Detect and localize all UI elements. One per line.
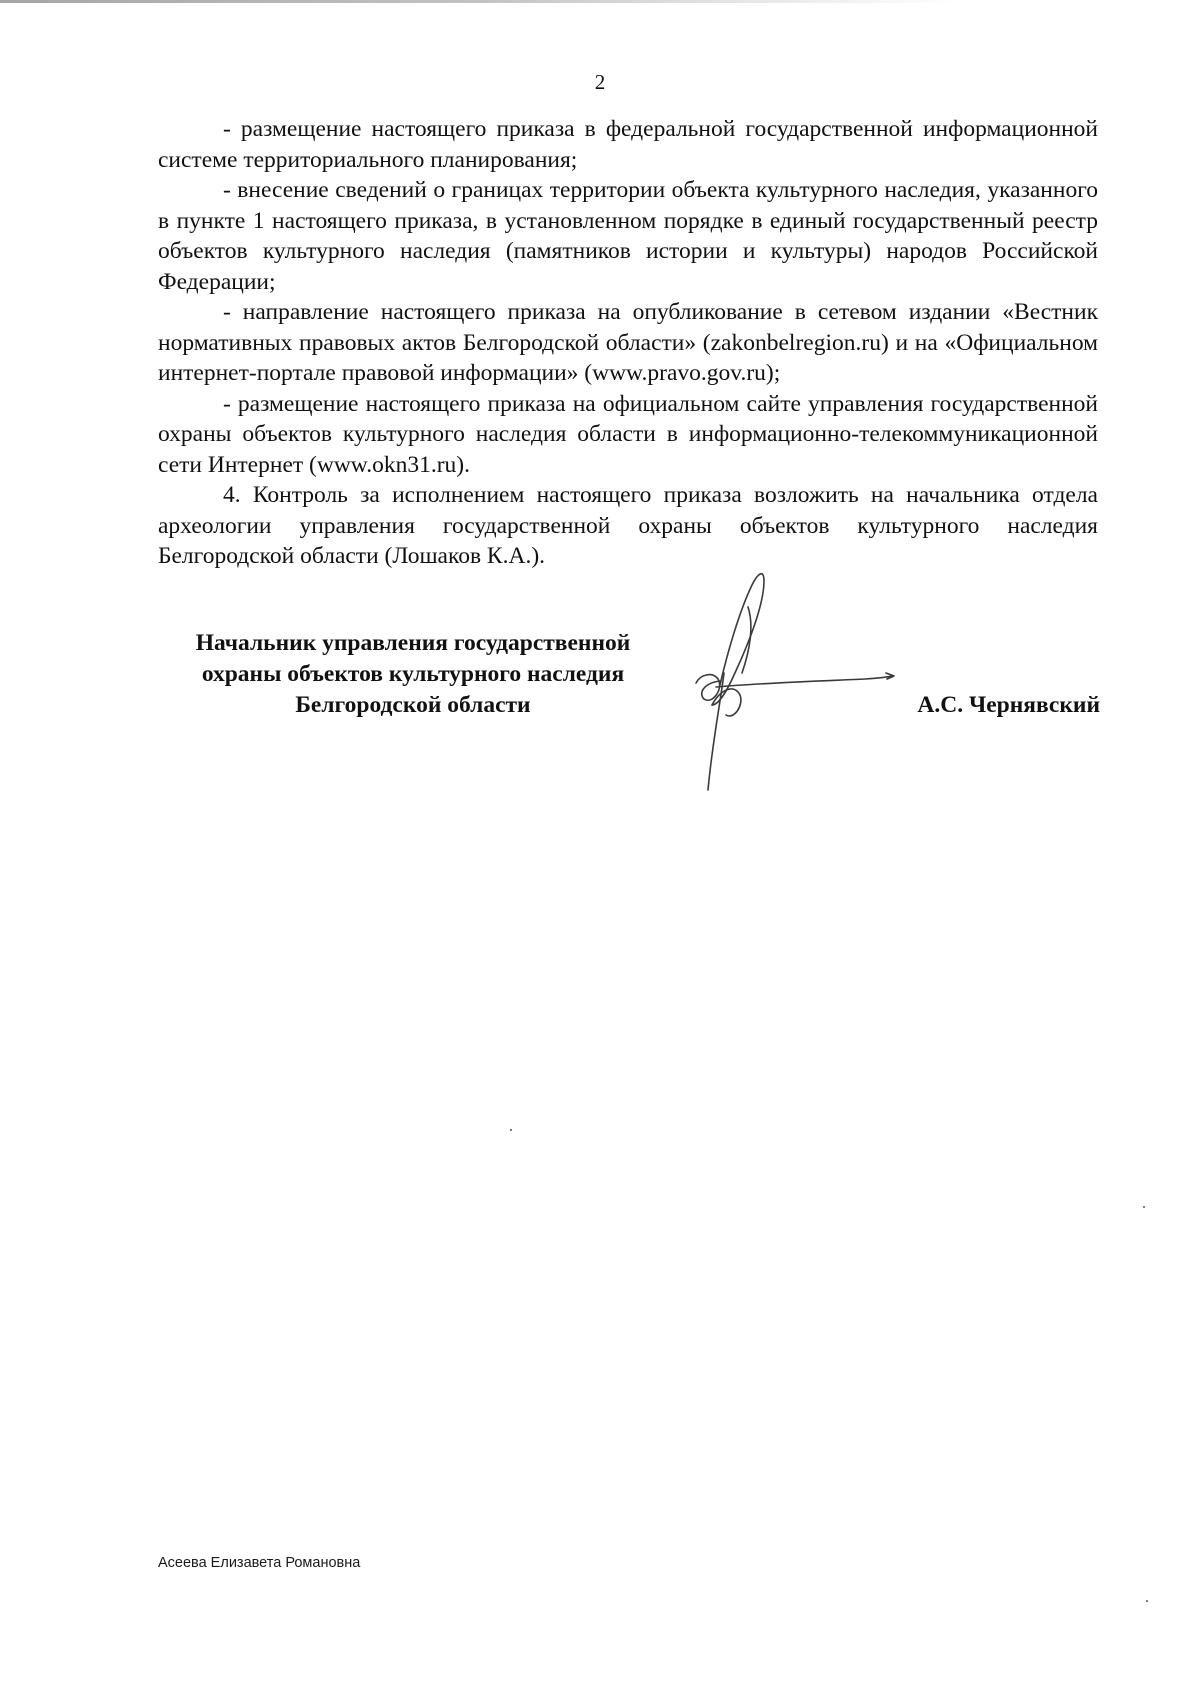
executor-name: Асеева Елизавета Романовна — [158, 1555, 361, 1571]
paragraph-publication: - направление настоящего приказа на опубликование в сетевом издании «Вестник нормативных правовых актов Белгородской области» (zakonbelregion.ru) и на «Официальном интернет-портале правовой информации» (www.pravo.gov.ru); — [158, 299, 1098, 386]
signatory-position-line: Белгородской области — [295, 692, 531, 718]
scan-speck — [1146, 1600, 1148, 1602]
paragraph-fgis-placement: - размещение настоящего приказа в федеральной государственной информационной системе территориального планирования; — [158, 116, 1098, 173]
handwritten-signature — [690, 555, 940, 795]
scan-speck — [510, 1129, 512, 1131]
scan-top-edge — [0, 0, 1200, 3]
scan-speck — [1143, 1206, 1145, 1208]
paragraph-control-clause: 4. Контроль за исполнением настоящего приказа возложить на начальника отдела археологии управления государственной охраны объектов культурного наследия Белгородской области (Лошаков К.А.). — [158, 482, 1098, 569]
signer-name: А.С. Чернявский — [917, 692, 1100, 718]
paragraph-website-placement: - размещение настоящего приказа на официальном сайте управления государственной охраны объектов культурного наследия области в информационно-телекоммуникационной сети Интернет (www.okn31.ru). — [158, 390, 1098, 478]
paragraph-registry-entry: - внесение сведений о границах территории объекта культурного наследия, указанного в пункте 1 настоящего приказа, в установленном порядке в единый государственный реестр объектов культурного наследия (памятников истории и культуры) народов Российской Федерации; — [158, 177, 1098, 295]
signatory-position-line: Начальник управления государственной — [195, 630, 631, 656]
page-number: 2 — [594, 70, 606, 94]
signatory-position — [158, 628, 668, 721]
document-body — [158, 114, 1098, 572]
signatory-position-line: охраны объектов культурного наследия — [201, 661, 625, 687]
